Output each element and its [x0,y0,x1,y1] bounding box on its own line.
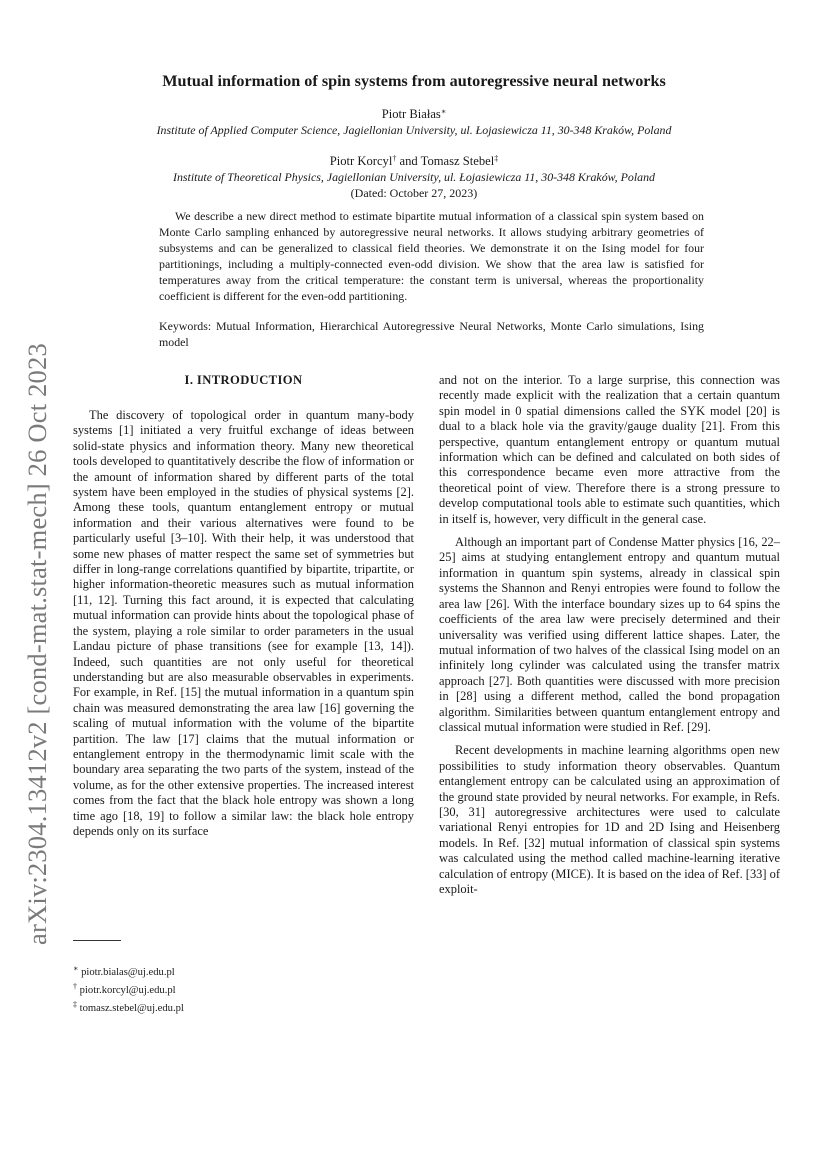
author-mark: † [392,154,397,163]
author-line-1 [0,107,828,122]
paragraph: Although an important part of Condense Matter physics [16, 22–25] aims at studying entanglement entropy and quantum mutual information in quantum spin systems, already in classical spin systems the Shannon and Renyi entropies were found to follow the area law [26]. With the interface boundary sizes up to 64 spins the coefficients of the area law were precisely determined and their universality was verified using different lattice shapes. Later, the mutual information of two halves of the classical Ising model on an infinitely long cylinder was calculated using the transfer matrix approach [27]. Both quantities were discussed with more precision in [28] using a different method, called the bond propagation algorithm. Similarities between quantum entanglement entropy and classical mutual information were studied in Ref. [29]. [439,535,780,734]
author-conjunction: and [399,154,418,168]
footnote-email: piotr.bialas@uj.edu.pl [81,967,175,978]
footnotes [73,962,184,1016]
left-column [73,408,414,839]
footnote-mark: ‡ [73,1000,77,1009]
paragraph: The discovery of topological order in quantum many-body systems [1] initiated a very fruitful exchange of ideas between solid-state physics and information theory. Many new theoretical tools developed to quantitatively describe the flow of information or the amount of information shared by different parts of the total system have been employed in the studies of physical systems [2]. Among these tools, quantum entanglement entropy or mutual information and their various alternatives were found to be particularly useful [3–10]. With their help, it was understood that some new phases of matter respect the same set of symmetries but differ in long-range correlations quantified by bipartite, tripartite, or higher information-theoretic measures such as mutual information [11, 12]. Turning this fact around, it is expected that calculating mutual information can provide hints about the topological phase of the system, playing a role similar to order parameters in the usual Landau picture of phase transitions (see for example [13, 14]). Indeed, such quantities are not only useful for theoretical understanding but are also measurable observables in experiments. For example, in Ref. [15] the mutual information in a quantum spin chain was measured demonstrating the area law [16] governing the scaling of mutual information with the volume of the bipartite partition. The law [17] claims that the mutual information or entanglement entropy in the thermodynamic limit scale with the boundary area separating the two parts of the system, instead of the volume, as for the other extensive properties. The increased interest comes from the fact that the black hole entropy was shown a long time ago [18, 19] to follow a similar law: the black hole entropy depends only on its surface [73,408,414,838]
author-korcyl: Piotr Korcyl [329,154,393,168]
footnote-email: tomasz.stebel@uj.edu.pl [79,1003,184,1014]
footnote-mark: † [73,982,77,991]
paragraph: Recent developments in machine learning algorithms open new possibilities to study information theory observables. Quantum entanglement entropy can be calculated using an approximation of the ground state provided by neural networks. For example, in Refs. [30, 31] autoregressive architectures were used to calculate variational Renyi entropies for 1D and 2D Ising and Heisenberg models. In Ref. [32] mutual information of classical spin systems was calculated using the method called machine-learning iterative calculation of entropy (MICE). It is based on the idea of Ref. [33] of exploit- [439,743,780,896]
dated-line: (Dated: October 27, 2023) [350,186,478,200]
author-bialas: Piotr Białas [381,107,441,121]
affiliation-2: Institute of Theoretical Physics, Jagiellonian University, ul. Łojasiewicza 11, 30-348 Kraków, Poland [173,170,655,184]
author-line-2 [0,154,828,169]
paper-title: Mutual information of spin systems from autoregressive neural networks [162,72,666,90]
footnote-rule [73,940,121,941]
footnote-item [73,980,184,998]
author-mark: ‡ [494,154,499,163]
paragraph: and not on the interior. To a large surprise, this connection was recently made explicit with the realization that a certain quantum spin model in 0 spatial dimensions called the SYK model [20] is dual to a black hole via the gravity/gauge duality [21]. From this perspective, quantum entanglement entropy or quantum mutual information which can be defined and calculated on both sides of this correspondence became even more attractive from the theoretical point of view. Therefore there is a strong pressure to develop computational tools able to estimate such quantities, which in itself is, however, very difficult in the general case. [439,373,780,526]
author-mark: ∗ [440,107,447,116]
footnote-email: piotr.korcyl@uj.edu.pl [79,985,176,996]
footnote-item [73,998,184,1016]
arxiv-identifier: arXiv:2304.13412v2 [cond-mat.stat-mech] 26 Oct 2023 [22,343,52,945]
section-heading-introduction: I. INTRODUCTION [184,373,303,387]
abstract: We describe a new direct method to estimate bipartite mutual information of a classical spin system based on Monte Carlo sampling enhanced by autoregressive neural networks. It allows studying arbitrary geometries of subsystems and can be generalized to classical field theories. We demonstrate it on the Ising model for four partitionings, including a multiply-connected even-odd division. We show that the area law is satisfied for temperatures away from the critical temperature: the constant term is universal, whereas the proportionality coefficient is different for the even-odd partitioning. [159,209,704,304]
author-stebel: Tomasz Stebel [420,154,495,168]
footnote-item [73,962,184,980]
keywords: Keywords: Mutual Information, Hierarchical Autoregressive Neural Networks, Monte Carlo simulations, Ising model [159,319,704,349]
footnote-mark: ∗ [73,964,79,973]
affiliation-1: Institute of Applied Computer Science, Jagiellonian University, ul. Łojasiewicza 11, 30-348 Kraków, Poland [156,123,672,137]
right-column [439,373,780,897]
